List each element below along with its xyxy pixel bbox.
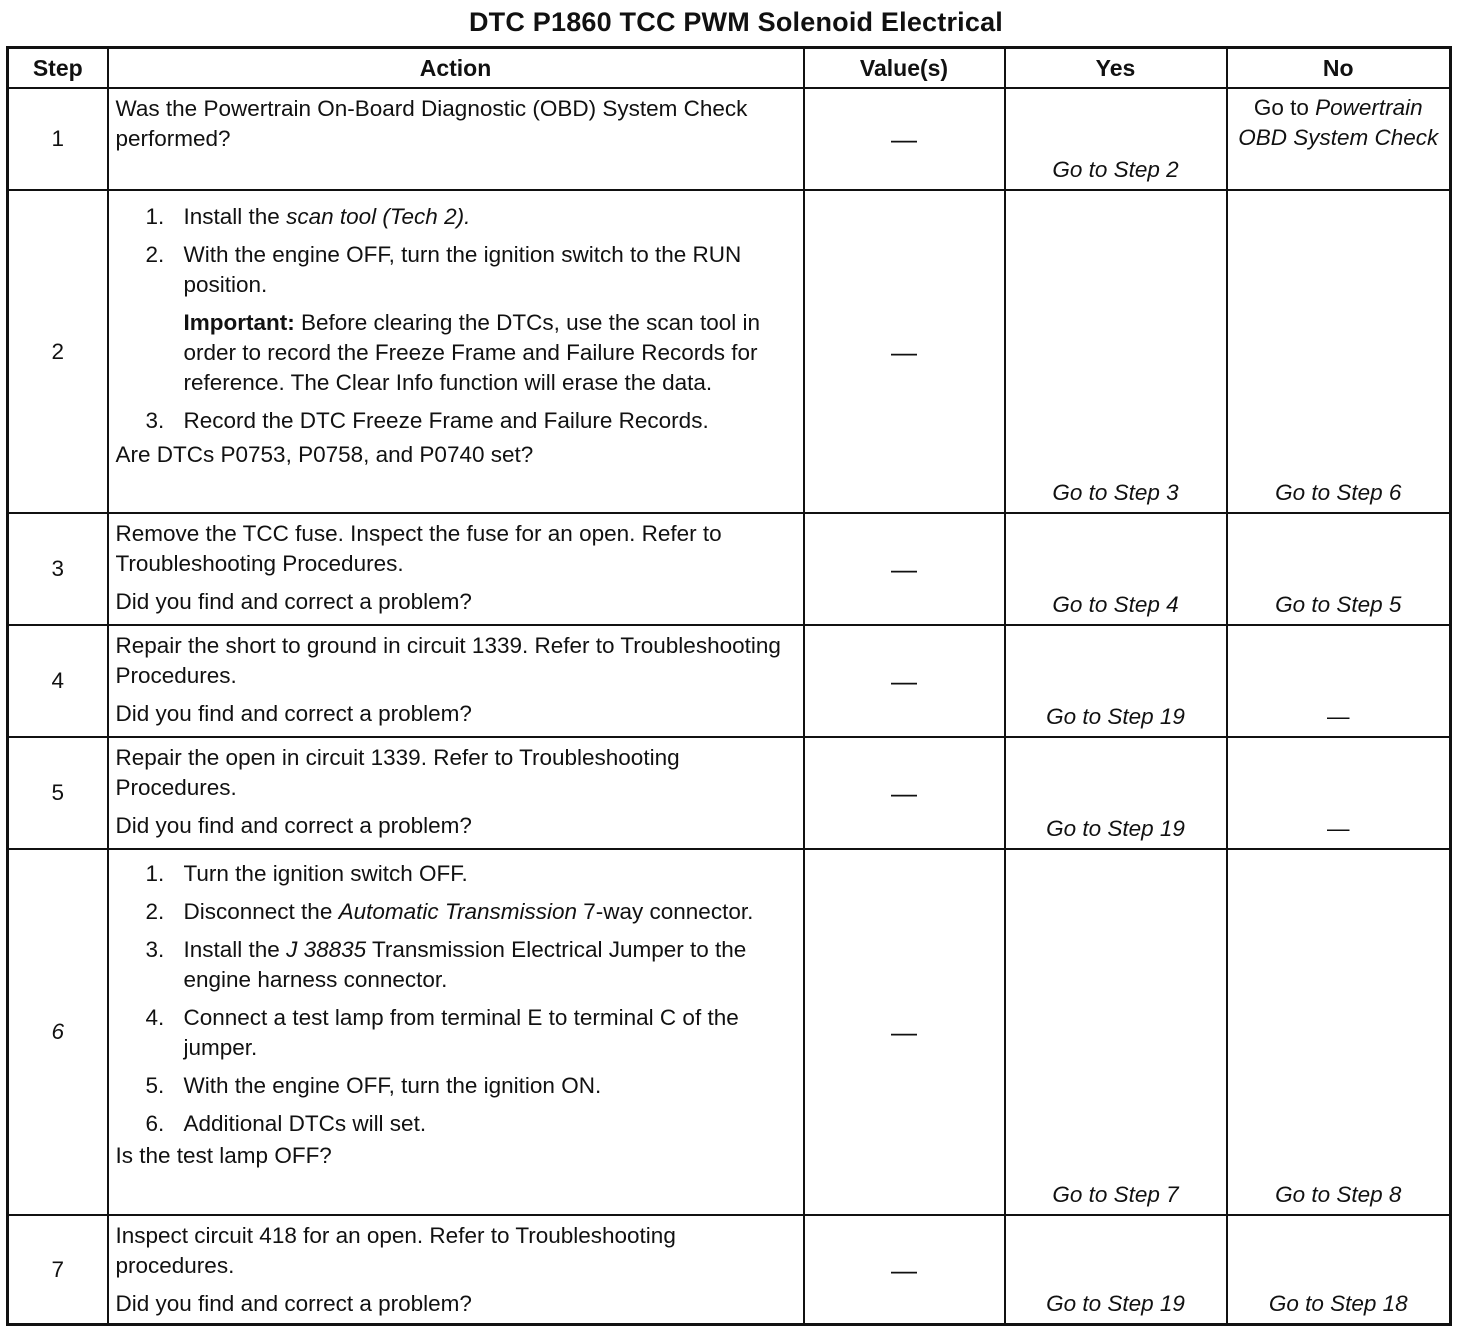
list-item bbox=[146, 1003, 797, 1063]
item-number: 6. bbox=[145, 1111, 165, 1136]
header-step: Step bbox=[8, 48, 108, 89]
question-text: Are DTCs P0753, P0758, and P0740 set? bbox=[115, 442, 534, 467]
table-header-row bbox=[8, 48, 1451, 89]
table-row bbox=[8, 88, 1451, 190]
no-cell: — bbox=[1227, 737, 1451, 849]
item-text: Additional DTCs will set. bbox=[183, 1111, 427, 1136]
action-steps-list bbox=[116, 406, 797, 436]
table-row bbox=[8, 849, 1451, 1215]
important-note bbox=[184, 308, 797, 398]
step-number: 6 bbox=[8, 849, 108, 1215]
action-cell bbox=[108, 737, 804, 849]
no-italic: Powertrain OBD System Check bbox=[1238, 95, 1439, 150]
question-text: Did you find and correct a problem? bbox=[115, 1291, 472, 1316]
item-number: 2. bbox=[145, 899, 165, 924]
item-number: 1. bbox=[145, 204, 165, 229]
diagnostic-table bbox=[6, 46, 1452, 1326]
item-text: Disconnect the Automatic Transmission 7-way connector. bbox=[183, 899, 754, 924]
action-cell bbox=[108, 625, 804, 737]
action-cell bbox=[108, 849, 804, 1215]
step-number: 3 bbox=[8, 513, 108, 625]
list-item bbox=[146, 406, 797, 436]
item-text: Turn the ignition switch OFF. bbox=[183, 861, 468, 886]
value-cell: — bbox=[804, 88, 1005, 190]
item-text: Connect a test lamp from terminal E to terminal C of the jumper. bbox=[183, 1005, 739, 1060]
action-text: Remove the TCC fuse. Inspect the fuse for an open. Refer to Troubleshooting Procedures. bbox=[115, 521, 722, 576]
value-cell: — bbox=[804, 513, 1005, 625]
header-values: Value(s) bbox=[804, 48, 1005, 89]
action-text: Repair the open in circuit 1339. Refer to Troubleshooting Procedures. bbox=[115, 745, 680, 800]
item-text: Install the J 38835 Transmission Electrical Jumper to the engine harness connector. bbox=[183, 937, 747, 992]
value-cell: — bbox=[804, 1215, 1005, 1325]
question-text: Did you find and correct a problem? bbox=[115, 701, 472, 726]
action-cell bbox=[108, 1215, 804, 1325]
question-text: Did you find and correct a problem? bbox=[115, 813, 472, 838]
no-cell: Go to Step 18 bbox=[1227, 1215, 1451, 1325]
table-row bbox=[8, 190, 1451, 513]
important-text: Before clearing the DTCs, use the scan tool in order to record the Freeze Frame and Failure Records for reference. The Clear Info function will erase the data. bbox=[183, 310, 760, 395]
action-text: Inspect circuit 418 for an open. Refer to Troubleshooting procedures. bbox=[115, 1223, 676, 1278]
item-number: 5. bbox=[145, 1073, 165, 1098]
item-number: 3. bbox=[145, 937, 165, 962]
list-item bbox=[146, 859, 797, 889]
step-number: 4 bbox=[8, 625, 108, 737]
header-action: Action bbox=[108, 48, 804, 89]
list-item bbox=[146, 1071, 797, 1101]
value-cell: — bbox=[804, 190, 1005, 513]
table-row bbox=[8, 625, 1451, 737]
item-number: 3. bbox=[145, 408, 165, 433]
table-row bbox=[8, 737, 1451, 849]
list-item bbox=[146, 202, 797, 232]
yes-cell: Go to Step 4 bbox=[1005, 513, 1227, 625]
no-prefix: Go to bbox=[1253, 95, 1316, 120]
header-no: No bbox=[1227, 48, 1451, 89]
list-item bbox=[146, 935, 797, 995]
action-cell bbox=[108, 190, 804, 513]
list-item bbox=[146, 897, 797, 927]
yes-cell: Go to Step 3 bbox=[1005, 190, 1227, 513]
yes-cell: Go to Step 19 bbox=[1005, 625, 1227, 737]
item-text: With the engine OFF, turn the ignition ON. bbox=[183, 1073, 602, 1098]
question-text: Did you find and correct a problem? bbox=[115, 589, 472, 614]
no-cell: Go to Step 5 bbox=[1227, 513, 1451, 625]
yes-cell: Go to Step 7 bbox=[1005, 849, 1227, 1215]
item-number: 1. bbox=[145, 861, 165, 886]
action-steps-list bbox=[116, 202, 797, 300]
value-cell: — bbox=[804, 625, 1005, 737]
no-cell: Go to Step 6 bbox=[1227, 190, 1451, 513]
item-text: Install the scan tool (Tech 2). bbox=[183, 204, 471, 229]
action-cell bbox=[108, 513, 804, 625]
step-number: 7 bbox=[8, 1215, 108, 1325]
question-text: Is the test lamp OFF? bbox=[115, 1143, 332, 1168]
value-cell: — bbox=[804, 849, 1005, 1215]
yes-cell: Go to Step 19 bbox=[1005, 737, 1227, 849]
yes-cell: Go to Step 19 bbox=[1005, 1215, 1227, 1325]
no-cell: Go to Step 8 bbox=[1227, 849, 1451, 1215]
table-row bbox=[8, 513, 1451, 625]
step-number: 1 bbox=[8, 88, 108, 190]
page-title: DTC P1860 TCC PWM Solenoid Electrical bbox=[468, 7, 1004, 37]
important-label: Important: bbox=[183, 310, 295, 335]
list-item bbox=[146, 240, 797, 300]
item-number: 2. bbox=[145, 242, 165, 267]
step-number: 2 bbox=[8, 190, 108, 513]
no-cell bbox=[1227, 88, 1451, 190]
no-cell: — bbox=[1227, 625, 1451, 737]
yes-cell: Go to Step 2 bbox=[1005, 88, 1227, 190]
action-cell bbox=[108, 88, 804, 190]
step-number: 5 bbox=[8, 737, 108, 849]
value-cell: — bbox=[804, 737, 1005, 849]
action-text: Was the Powertrain On-Board Diagnostic (OBD) System Check performed? bbox=[115, 96, 748, 151]
action-steps-list bbox=[116, 859, 797, 1139]
list-item bbox=[146, 1109, 797, 1139]
action-text: Repair the short to ground in circuit 1339. Refer to Troubleshooting Procedures. bbox=[115, 633, 781, 688]
item-number: 4. bbox=[145, 1005, 165, 1030]
item-text: Record the DTC Freeze Frame and Failure Records. bbox=[183, 408, 709, 433]
item-text: With the engine OFF, turn the ignition switch to the RUN position. bbox=[183, 242, 742, 297]
header-yes: Yes bbox=[1005, 48, 1227, 89]
table-row bbox=[8, 1215, 1451, 1325]
